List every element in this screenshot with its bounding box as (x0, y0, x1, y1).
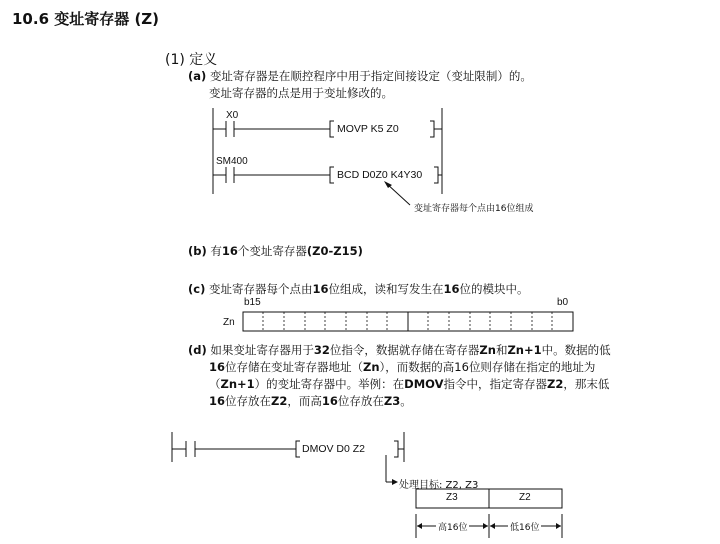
annotation-note: 变址寄存器每个点由16位组成 (414, 204, 534, 214)
para-d-l4f: 位存放在 (337, 394, 384, 408)
para-d-l2c: Zn (363, 360, 380, 374)
para-d-l1d: Zn (479, 343, 496, 357)
para-d-l3e: 指令中，指定寄存器 (443, 377, 548, 391)
instruction-dmov: DMOV D0 Z2 (302, 443, 366, 455)
section-title: 10.6 变址寄存器 (Z) (12, 10, 160, 28)
para-d-l1a: 如果变址寄存器用于 (210, 343, 314, 357)
hi-bits-label: 高16位 (436, 520, 469, 533)
para-d-l2b: 位存储在变址寄存器地址（ (225, 360, 364, 374)
para-d-l1b: 32 (313, 343, 330, 357)
para-d-l4b: 位存放在 (225, 394, 272, 408)
para-c-b2: 16 (443, 282, 460, 296)
bit-label-b0: b0 (557, 297, 569, 308)
para-d-l4c: Z2 (271, 394, 288, 408)
para-c-t3: 位的模块中。 (459, 282, 529, 296)
para-a-text1: 变址寄存器是在顺控程序中用于指定间接设定（变址限制）的。 (209, 69, 532, 83)
para-c-b1: 16 (312, 282, 329, 296)
para-d-l2a: 16 (209, 360, 226, 374)
para-b-text1: 有 (210, 244, 222, 258)
para-b-range: (Z0-Z15) (306, 244, 363, 258)
para-d-l1e: 和 (495, 343, 508, 357)
para-d-l4d: ，而高 (287, 394, 322, 408)
para-d-l4h: 。 (400, 394, 412, 408)
lo-bits-label: 低16位 (508, 520, 541, 533)
para-b-label: (b) (188, 244, 207, 258)
para-d-l2e: 16 (454, 360, 469, 374)
para-d-l3g: ，那末低 (563, 377, 610, 391)
instruction-movp: MOVP K5 Z0 (337, 123, 399, 135)
para-a-label: (a) (188, 69, 207, 83)
para-d-l3d: DMOV (404, 377, 444, 391)
contact-x0-label: X0 (226, 110, 239, 121)
para-d-l3c: ）的变址寄存器中。举例：在 (254, 377, 405, 391)
para-b-text2: 个变址寄存器 (237, 244, 307, 258)
contact-sm400-label: SM400 (216, 156, 248, 167)
bit-label-b15: b15 (244, 297, 261, 308)
para-d-l1c: 位指令，数据就存储在寄存器 (329, 343, 480, 357)
para-d-l2d: ），而数据的高 (379, 360, 455, 374)
para-d-l1f: Zn+1 (507, 343, 542, 357)
para-d-l1g: 中。数据的低 (541, 343, 611, 357)
para-b-count: 16 (221, 244, 238, 258)
cell-z3: Z3 (446, 492, 458, 503)
para-c-label: (c) (188, 282, 206, 296)
para-c-t2: 位组成，读和写发生在 (328, 282, 444, 296)
zn-label: Zn (223, 317, 235, 328)
para-d-l4g: Z3 (383, 394, 401, 408)
cell-z2: Z2 (519, 492, 531, 503)
para-d-l4e: 16 (321, 394, 338, 408)
target-label: 处理目标: Z2, Z3 (399, 480, 479, 491)
para-c-t1: 变址寄存器每个点由 (209, 282, 313, 296)
para-d-label: (d) (188, 343, 207, 357)
para-d-l4a: 16 (209, 394, 226, 408)
instruction-bcd: BCD D0Z0 K4Y30 (337, 169, 423, 181)
para-d-l2f: 位则存储在指定的地址为 (468, 360, 596, 374)
definition-heading: (1) 定义 (165, 52, 218, 68)
para-a-line2: 变址寄存器的点是用于变址修改的。 (209, 86, 393, 100)
para-d-l3a: （ (209, 377, 221, 391)
para-d-l3b: Zn+1 (220, 377, 255, 391)
para-d-l3f: Z2 (547, 377, 564, 391)
